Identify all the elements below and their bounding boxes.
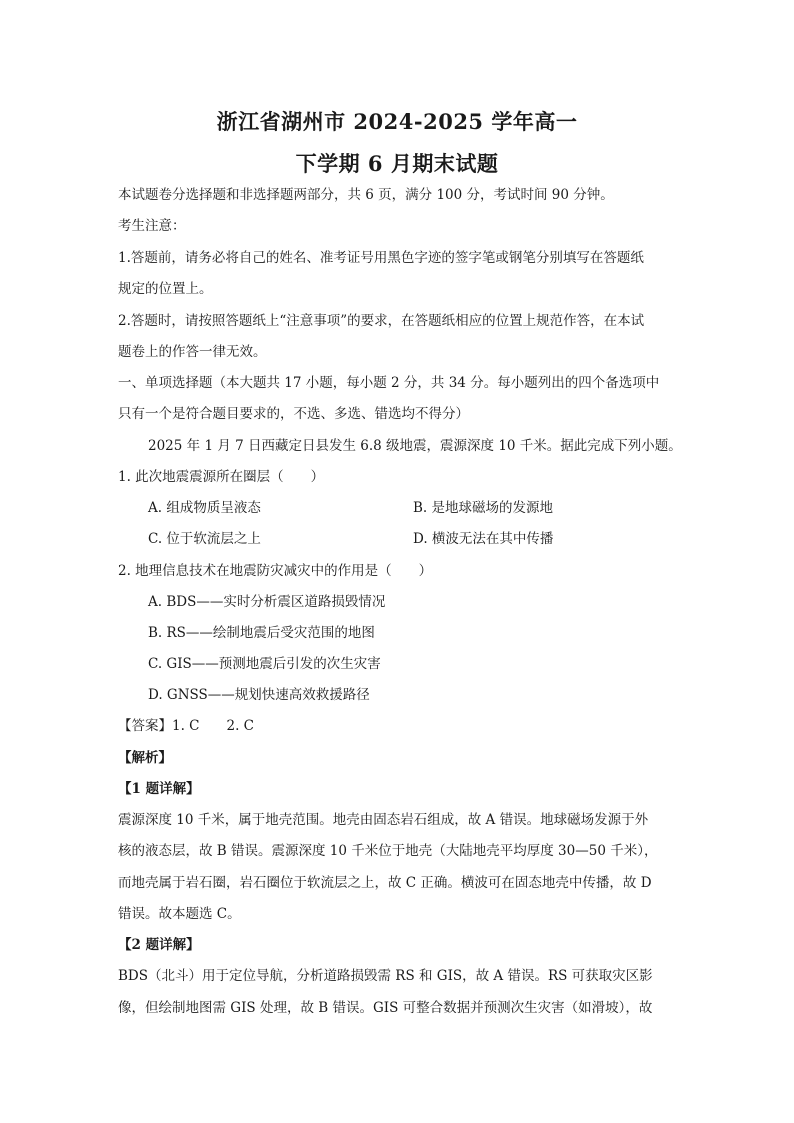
q1-explanation-line-3: 而地壳属于岩石圈，岩石圈位于软流层之上，故 C 正确。横波可在固态地壳中传播，故 D xyxy=(118,875,652,891)
question-1-option-a: A. 组成物质呈液态 xyxy=(148,500,261,516)
q1-explanation-line-1: 震源深度 10 千米，属于地壳范围。地壳由固态岩石组成，故 A 错误。地球磁场发源于外 xyxy=(118,812,649,828)
question-1-option-c: C. 位于软流层之上 xyxy=(148,531,261,547)
question-2-stem: 2. 地理信息技术在地震防灾减灾中的作用是（ ） xyxy=(118,563,433,579)
question-2-option-a: A. BDS——实时分析震区道路损毁情况 xyxy=(148,594,386,610)
notice-1-line-2: 规定的位置上。 xyxy=(118,281,213,297)
q2-detail-heading: 【2 题详解】 xyxy=(118,937,200,953)
question-context: 2025 年 1 月 7 日西藏定日县发生 6.8 级地震，震源深度 10 千米。据此完成下列小题。 xyxy=(148,438,682,454)
question-2-option-c: C. GIS——预测地震后引发的次生灾害 xyxy=(148,656,381,672)
section-heading-line-1: 一、单项选择题（本大题共 17 小题，每小题 2 分，共 34 分。每小题列出的四个备选项中 xyxy=(118,375,660,391)
q1-explanation-line-2: 核的液态层，故 B 错误。震源深度 10 千米位于地壳（大陆地壳平均厚度 30—50 千米）， xyxy=(118,843,658,859)
notice-1-line-1: 1.答题前，请务必将自己的姓名、准考证号用黑色字迹的签字笔或钢笔分别填写在答题纸 xyxy=(118,250,644,266)
notice-heading: 考生注意： xyxy=(118,218,186,234)
question-1-option-b: B. 是地球磁场的发源地 xyxy=(413,500,554,516)
title-line-2: 下学期 6 月期末试题 xyxy=(295,151,499,176)
q2-explanation-line-2: 像，但绘制地图需 GIS 处理，故 B 错误。GIS 可整合数据并预测次生灾害（如滑坡），故 xyxy=(118,1000,653,1016)
q1-explanation-line-4: 错误。故本题选 C。 xyxy=(118,906,241,922)
q2-explanation-line-1: BDS（北斗）用于定位导航，分析道路损毁需 RS 和 GIS，故 A 错误。RS 可获取灾区影 xyxy=(118,968,653,984)
analysis-heading: 【解析】 xyxy=(118,750,172,766)
question-2-option-d: D. GNSS——规划快速高效救援路径 xyxy=(148,687,370,703)
section-heading-line-2: 只有一个是符合题目要求的，不选、多选、错选均不得分） xyxy=(118,406,469,422)
exam-description: 本试题卷分选择题和非选择题两部分，共 6 页，满分 100 分，考试时间 90 分钟。 xyxy=(118,187,614,203)
question-2-option-b: B. RS——绘制地震后受灾范围的地图 xyxy=(148,625,375,641)
q1-detail-heading: 【1 题详解】 xyxy=(118,781,200,797)
answer-line: 【答案】1. C 2. C xyxy=(118,718,255,734)
notice-2-line-2: 题卷上的作答一律无效。 xyxy=(118,344,267,360)
notice-2-line-1: 2.答题时，请按照答题纸上“注意事项”的要求，在答题纸相应的位置上规范作答，在本试 xyxy=(118,313,645,329)
question-1-option-d: D. 横波无法在其中传播 xyxy=(413,531,554,547)
title-line-1: 浙江省湖州市 2024-2025 学年高一 xyxy=(216,109,578,134)
question-1-stem: 1. 此次地震震源所在圈层（ ） xyxy=(118,469,325,485)
